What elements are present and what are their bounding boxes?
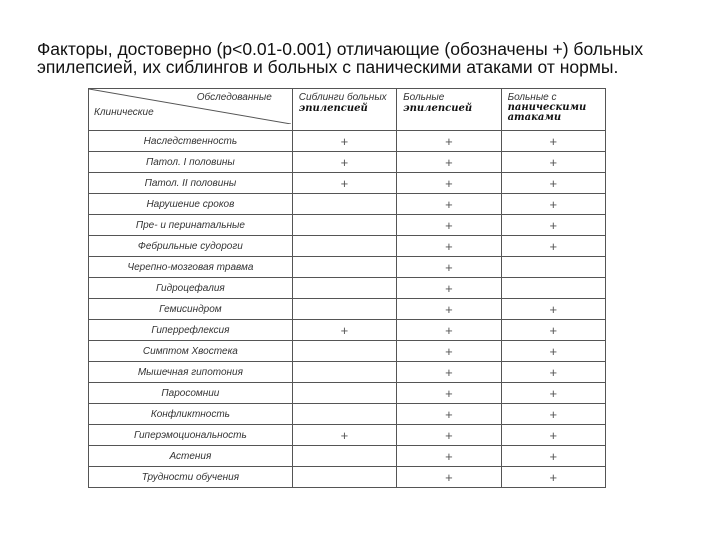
mark-cell: + bbox=[397, 152, 501, 173]
row-label: Трудности обучения bbox=[89, 467, 293, 488]
table-row bbox=[89, 299, 606, 320]
row-label: Гидроцефалия bbox=[89, 278, 293, 299]
table-row bbox=[89, 383, 606, 404]
mark-cell: + bbox=[397, 320, 501, 341]
mark-cell bbox=[292, 341, 396, 362]
table-row bbox=[89, 194, 606, 215]
corner-bottom: Клинические bbox=[94, 107, 154, 118]
mark-cell: + bbox=[292, 320, 396, 341]
col-header-line1: Сиблинги больных bbox=[298, 92, 387, 103]
col-header-line2: эпилепсией bbox=[298, 103, 368, 114]
mark-cell: + bbox=[501, 131, 605, 152]
corner-top: Обследованные bbox=[196, 92, 272, 103]
table-row bbox=[89, 467, 606, 488]
table-row bbox=[89, 362, 606, 383]
table-row bbox=[89, 341, 606, 362]
mark-cell: + bbox=[501, 194, 605, 215]
table-row bbox=[89, 215, 606, 236]
table-row bbox=[89, 446, 606, 467]
mark-cell bbox=[292, 467, 396, 488]
mark-cell: + bbox=[397, 236, 501, 257]
mark-cell: + bbox=[397, 446, 501, 467]
mark-cell: + bbox=[397, 341, 501, 362]
mark-cell bbox=[292, 362, 396, 383]
row-label: Астения bbox=[89, 446, 293, 467]
mark-cell bbox=[292, 215, 396, 236]
row-label: Симптом Хвостека bbox=[89, 341, 293, 362]
mark-cell bbox=[292, 404, 396, 425]
mark-cell: + bbox=[397, 173, 501, 194]
col-header-epilepsy bbox=[397, 89, 501, 131]
row-label: Конфликтность bbox=[89, 404, 293, 425]
row-label: Гиперэмоциональность bbox=[89, 425, 293, 446]
mark-cell bbox=[501, 278, 605, 299]
row-label: Наследственность bbox=[89, 131, 293, 152]
mark-cell: + bbox=[397, 299, 501, 320]
table-row bbox=[89, 152, 606, 173]
mark-cell: + bbox=[292, 131, 396, 152]
corner-cell bbox=[89, 89, 293, 131]
mark-cell: + bbox=[501, 341, 605, 362]
mark-cell: + bbox=[501, 446, 605, 467]
mark-cell: + bbox=[501, 236, 605, 257]
mark-cell: + bbox=[501, 299, 605, 320]
mark-cell bbox=[292, 236, 396, 257]
col-header-line2: паническими атаками bbox=[507, 102, 587, 123]
row-label: Патол. II половины bbox=[89, 173, 293, 194]
mark-cell: + bbox=[397, 131, 501, 152]
mark-cell bbox=[501, 257, 605, 278]
mark-cell: + bbox=[397, 257, 501, 278]
factors-table bbox=[88, 88, 606, 488]
mark-cell bbox=[292, 299, 396, 320]
mark-cell: + bbox=[397, 467, 501, 488]
col-header-line1: Больные bbox=[403, 92, 445, 103]
table-row bbox=[89, 173, 606, 194]
mark-cell: + bbox=[397, 383, 501, 404]
col-header-siblings bbox=[292, 89, 396, 131]
row-label: Паросомнии bbox=[89, 383, 293, 404]
mark-cell: + bbox=[501, 173, 605, 194]
col-header-line1: Больные с bbox=[507, 92, 557, 103]
row-label: Мышечная гипотония bbox=[89, 362, 293, 383]
mark-cell bbox=[292, 278, 396, 299]
mark-cell: + bbox=[397, 194, 501, 215]
mark-cell: + bbox=[292, 173, 396, 194]
mark-cell: + bbox=[501, 404, 605, 425]
mark-cell: + bbox=[292, 425, 396, 446]
mark-cell: + bbox=[397, 278, 501, 299]
mark-cell: + bbox=[501, 383, 605, 404]
mark-cell: + bbox=[501, 425, 605, 446]
mark-cell: + bbox=[397, 215, 501, 236]
col-header-panic bbox=[501, 89, 605, 131]
table-header bbox=[89, 89, 606, 131]
mark-cell bbox=[292, 257, 396, 278]
mark-cell: + bbox=[501, 320, 605, 341]
mark-cell: + bbox=[501, 467, 605, 488]
col-header-line2: эпилепсией bbox=[403, 103, 473, 114]
mark-cell: + bbox=[397, 362, 501, 383]
table-row bbox=[89, 236, 606, 257]
table-row bbox=[89, 320, 606, 341]
row-label: Гемисиндром bbox=[89, 299, 293, 320]
row-label: Фебрильные судороги bbox=[89, 236, 293, 257]
mark-cell: + bbox=[501, 362, 605, 383]
table-row bbox=[89, 425, 606, 446]
mark-cell: + bbox=[501, 215, 605, 236]
mark-cell: + bbox=[397, 425, 501, 446]
row-label: Гиперрефлексия bbox=[89, 320, 293, 341]
row-label: Патол. I половины bbox=[89, 152, 293, 173]
mark-cell: + bbox=[397, 404, 501, 425]
table-row bbox=[89, 404, 606, 425]
table-row bbox=[89, 257, 606, 278]
mark-cell: + bbox=[292, 152, 396, 173]
row-label: Черепно-мозговая травма bbox=[89, 257, 293, 278]
row-label: Нарушение сроков bbox=[89, 194, 293, 215]
table-row bbox=[89, 131, 606, 152]
slide-title: Факторы, достоверно (p<0.01-0.001) отличающие (обозначены +) больных эпилепсией, их сиблингов и больных с паническими атаками от нормы. bbox=[37, 39, 644, 77]
row-label: Пре- и перинатальные bbox=[89, 215, 293, 236]
mark-cell bbox=[292, 446, 396, 467]
mark-cell bbox=[292, 383, 396, 404]
table-row bbox=[89, 278, 606, 299]
mark-cell: + bbox=[501, 152, 605, 173]
mark-cell bbox=[292, 194, 396, 215]
